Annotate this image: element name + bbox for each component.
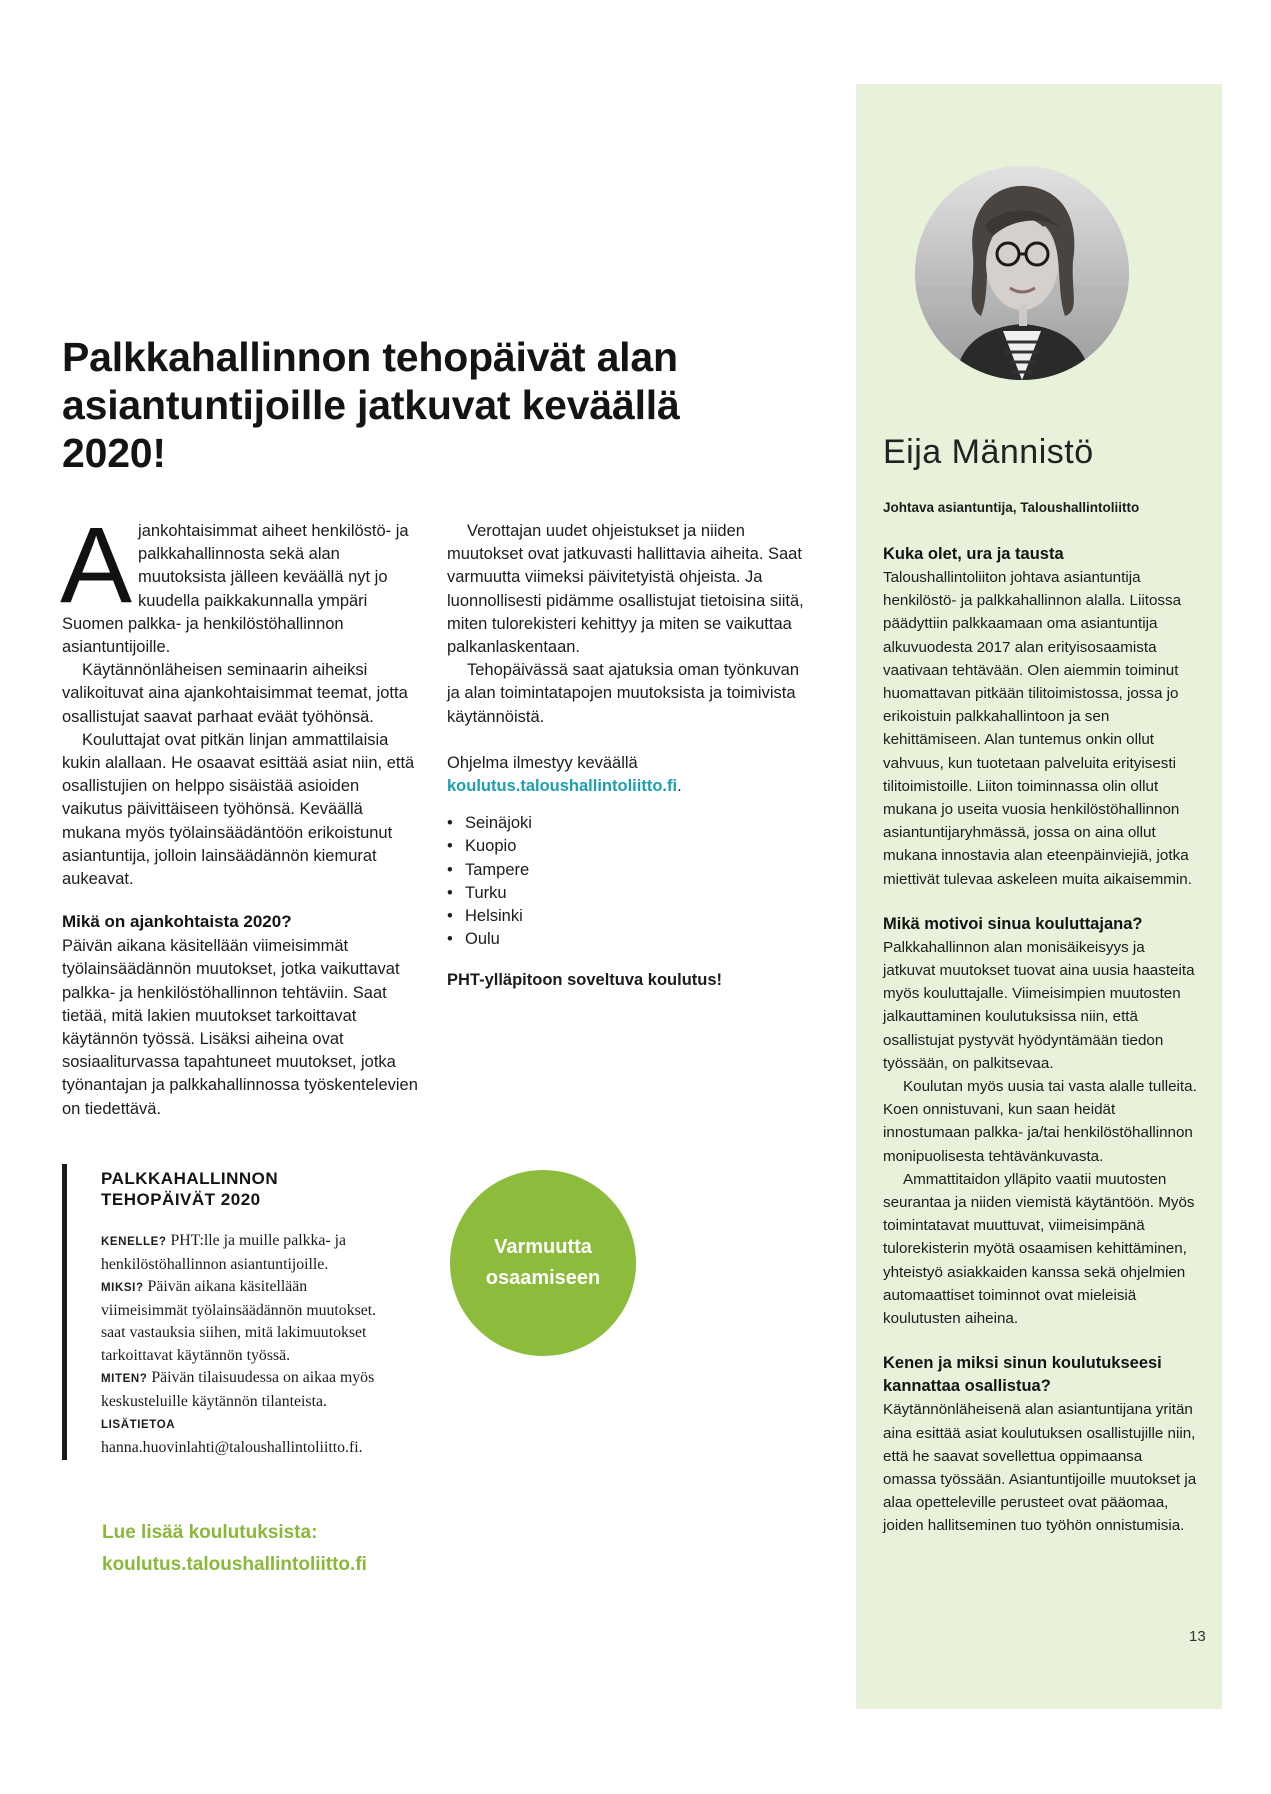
paragraph: Käytännönläheisen seminaarin aiheiksi valikoituvat aina ajankohtaisimmat teemat, jotta osallistujat saavat parhaat eväät työhönsä.: [62, 661, 408, 726]
article-column-2: [447, 520, 815, 993]
info-text: Päivän tilaisuudessa on aikaa myös keskusteluille käytännön tilanteista.: [101, 1369, 375, 1410]
interview-answer: Koulutan myös uusia tai vasta alalle tulleita. Koen onnistuvani, kun saan heidät innostumaan palkka- ja/tai henkilöstöhallinnon monipuolisesta tehtävänkuvasta.: [883, 1078, 1197, 1165]
subheading: Mikä on ajankohtaista 2020?: [62, 912, 292, 932]
interview-question: Mikä motivoi sinua kouluttajana?: [883, 914, 1143, 933]
intro-text: jankohtaisimmat aiheet henkilöstö- ja palkkahallinnosta sekä alan muutoksista jälleen keväällä nyt jo kuudella paikkakunnalla ympäri Suomen palkka- ja henkilöstöhallinnon asiantuntijoille.: [62, 522, 409, 657]
list-item: • Turku: [447, 882, 815, 905]
person-title: Johtava asiantuntija, Taloushallintoliitto: [883, 500, 1140, 515]
badge-line: osaamiseen: [485, 1267, 601, 1289]
list-item: • Helsinki: [447, 905, 815, 928]
program-lead: Ohjelma ilmestyy keväällä: [447, 753, 638, 772]
interview-answer: Taloushallintoliiton johtava asiantuntija henkilöstö- ja palkkahallinnon alalla. Liitossa päädyttiin palkkaamaan oma asiantuntija alkuvuodesta 2017 alan erityisosaamista vaativaan tehtävään. Olen aiemmin toiminut huomattavan pitkään tilitoimistossa, jossa jo erikoistuin palkkahallintoon ja sen kehittämiseen. Alan tuntemus onkin ollut vahvuus, kun tuotetaan palveluita erityisesti tilitoimistoille. Liiton toiminnassa olin ollut mukana jo useita vuosia henkilöstöhallinnon asiantuntijaryhmässä, jossa on aina ollut mukana innostavia alan eteenpäinviejiä, jotka miettivät tulevaa askeleen muita aikaisemmin.: [883, 569, 1192, 888]
list-item: • Seinäjoki: [447, 812, 815, 835]
interview-question: Kenen ja miksi sinun koulutukseesi kannattaa osallistua?: [883, 1354, 1162, 1396]
info-label: KENELLE?: [101, 1236, 167, 1248]
paragraph: Kouluttajat ovat pitkän linjan ammattilaisia kukin alallaan. He osaavat esittää asiat niin, että osallistujien on helppo sisäistää asioiden vaikutus päivittäiseen työhönsä. Keväällä mukana myös työlainsäädäntöön erikoistunut asiantuntija, jolloin lainsäädännön kiemurat aukeavat.: [62, 730, 415, 889]
article-headline: Palkkahallinnon tehopäivät alan asiantuntijoille jatkuvat keväällä 2020!: [62, 334, 680, 476]
intro-paragraph: [60, 504, 420, 659]
paragraph: Verottajan uudet ohjeistukset ja niiden muutokset ovat jatkuvasti hallittavia aiheita. Saat varmuutta viimeksi päivitetyistä ohjeista. Ja luonnollisesti pidämme osallistujat tietoisina siitä, miten tulorekisteri kehittyy ja miten se vaikuttaa palkanlaskentaan.: [447, 522, 804, 657]
list-item: • Oulu: [447, 928, 815, 951]
info-text: PHT:lle ja muille palkka- ja henkilöstöhallinnon asiantuntijoille.: [101, 1232, 347, 1273]
program-link[interactable]: koulutus.taloushallintoliitto.fi: [447, 777, 678, 796]
period: .: [677, 777, 682, 796]
paragraph: Päivän aikana käsitellään viimeisimmät työlainsäädännön muutokset, jotka vaikuttavat palkka- ja henkilöstöhallinnon tehtäviin. Saat tietää, mitä lakien muutokset tarkoittavat käytännön työssä. Lisäksi aiheina ovat sosiaaliturvassa tapahtuneet muutokset, jotka työnantajan ja palkkahallinnossa työskentelevien on tiedettävä.: [62, 937, 418, 1118]
info-title-line: PALKKAHALLINNON: [101, 1169, 279, 1188]
info-box-body: [101, 1230, 392, 1459]
interview-question: Kuka olet, ura ja tausta: [883, 545, 1064, 563]
contact-email[interactable]: hanna.huovinlahti@taloushallintoliitto.fi.: [101, 1438, 363, 1456]
list-item: • Kuopio: [447, 835, 815, 858]
program-paragraph: [447, 752, 815, 798]
portrait-illustration: [915, 166, 1129, 380]
info-text: Päivän aikana käsitellään viimeisimmät työlainsäädännön muutokset. saat vastauksia siihen, mitä lakimuutokset tarkoittavat käytännön työssä.: [101, 1278, 377, 1364]
info-label: MITEN?: [101, 1373, 148, 1385]
pht-note: PHT-ylläpitoon soveltuva koulutus!: [447, 971, 723, 990]
list-item: • Tampere: [447, 859, 815, 882]
portrait-photo: [915, 166, 1129, 380]
event-info-box: [62, 1164, 392, 1460]
person-name: Eija Männistö: [883, 433, 1094, 471]
interview-body: [883, 543, 1199, 1538]
info-box-title: [101, 1164, 392, 1210]
info-title-line: TEHOPÄIVÄT 2020: [101, 1190, 261, 1209]
city-list: [447, 812, 815, 951]
paragraph: Tehopäivässä saat ajatuksia oman työnkuvan ja alan toimintatapojen muutoksista ja toimivista käytännöistä.: [447, 661, 800, 726]
read-more-link[interactable]: koulutus.taloushallintoliitto.fi: [102, 1554, 367, 1575]
interview-answer: Käytännönläheisenä alan asiantuntijana yritän aina esittää asiat koulutuksen osallistujille niin, että he saavat sovellettua oppimaansa omassa työssään. Asiantuntijoille muutokset ja alaa opetteleville perusteet ovat pääomaa, joiden hallitseminen tuo työhön onnistumisia.: [883, 1401, 1197, 1535]
varmuutta-badge: [450, 1170, 636, 1356]
page-number: 13: [1189, 1628, 1206, 1645]
info-label: MIKSI?: [101, 1282, 144, 1294]
info-label: LISÄTIETOA: [101, 1419, 176, 1431]
read-more-lead: Lue lisää koulutuksista:: [102, 1522, 318, 1543]
article-column-1: [60, 504, 420, 1121]
read-more: [102, 1517, 367, 1581]
drop-cap: A: [60, 504, 133, 625]
interview-answer: Palkkahallinnon alan monisäikeisyys ja jatkuvat muutokset tuovat aina uusia haasteita myös kouluttajalle. Viimeisimpien muutosten jalkauttaminen koulutuksissa niin, että osallistujat pystyvät hyödyntämään tiedon työssään, on palkitsevaa.: [883, 938, 1195, 1072]
interview-answer: Ammattitaidon ylläpito vaatii muutosten seurantaa ja niiden viemistä käytäntöön. Myös toimintatavat muuttuvat, viimeisimpänä tulorekisterin myötä osaamisen kehittäminen, yhteistyö asiakkaiden kanssa sekä ohjelmien automaattiset toiminnot ovat mieleisiä koulutusten aiheina.: [883, 1170, 1195, 1328]
badge-line: Varmuutta: [494, 1236, 592, 1258]
